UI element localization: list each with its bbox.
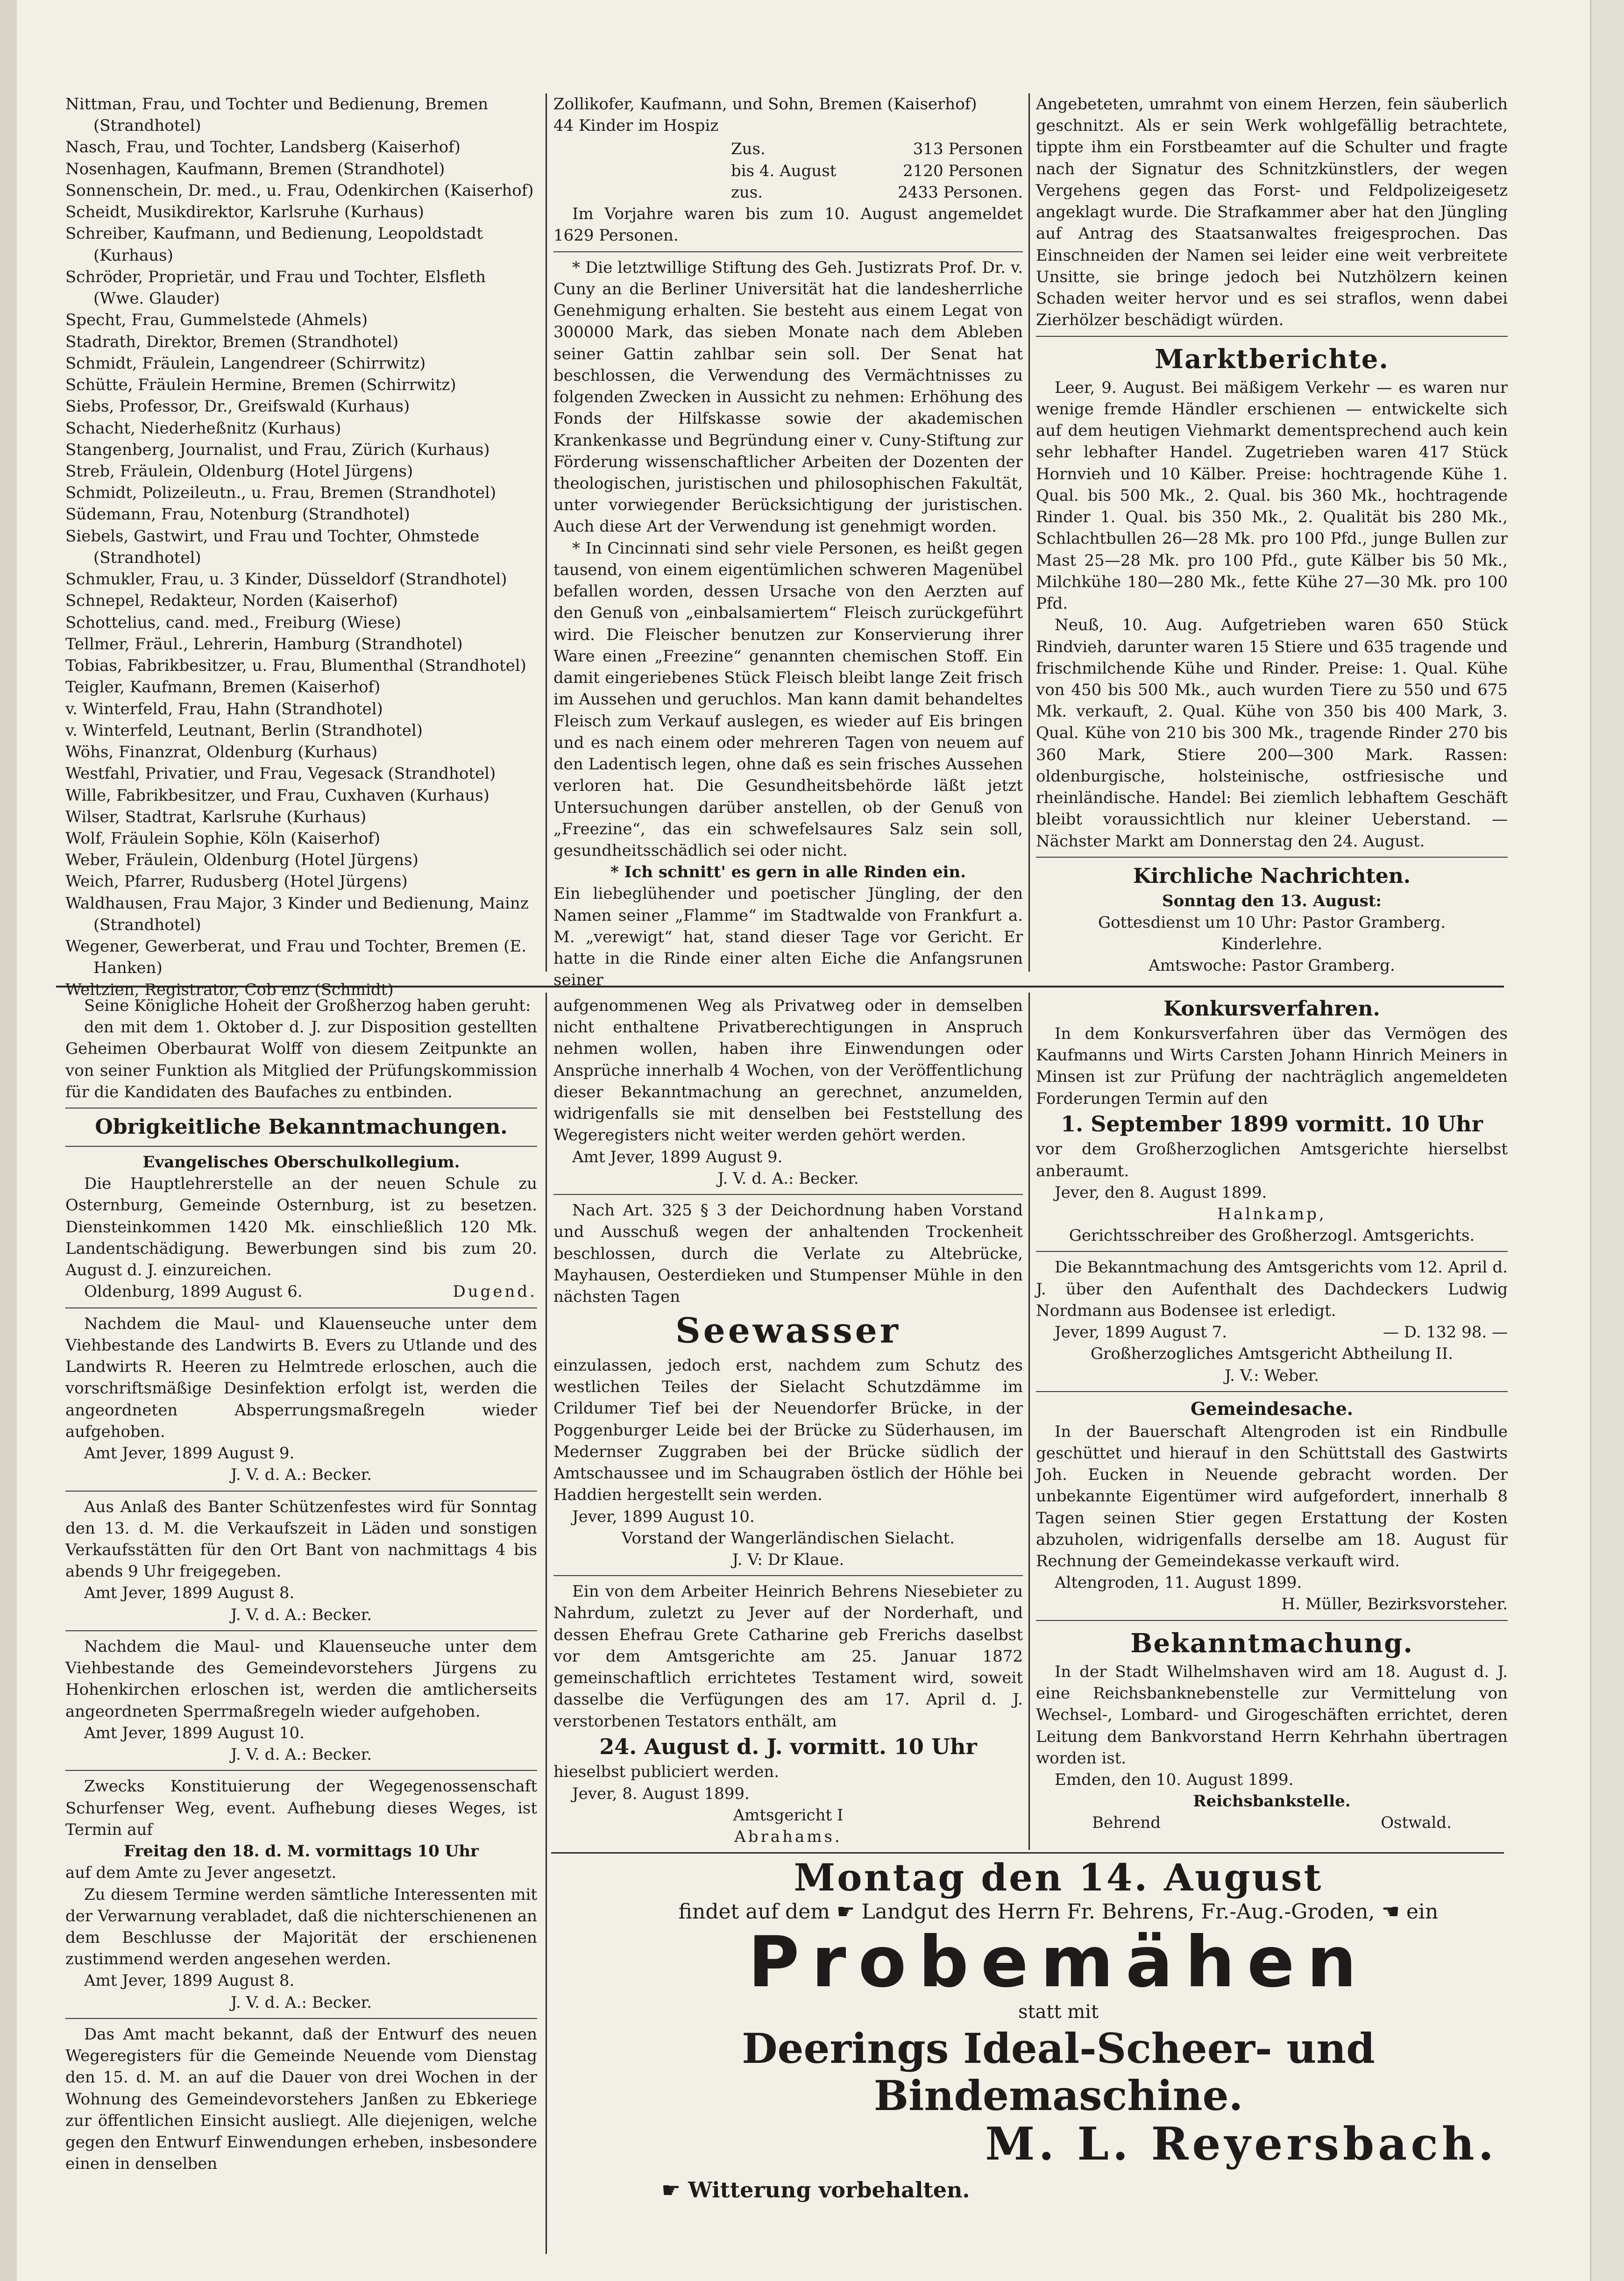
notices-column-3 (1036, 995, 1508, 1850)
guest-entry: Schreiber, Kaufmann, und Bedienung, Leopoldstadt (Kurhaus) (65, 224, 483, 265)
article-cincinnati: * In Cincinnati sind sehr viele Personen, es heißt gegen tausend, von einem eigentümlichen schweren Magenübel befallen worden, dessen Ursache von den Aerzten auf den Genuß von „einbalsamiertem“ Fleisch zurückgeführt wird. Die Fleischer benutzen zur Konservierung ihrer Ware einen „Freezine“ genannten chemischen Stoff. Ein damit eingeriebenes Stück Fleisch bleibt lange Zeit frisch im Aussehen und geruchlos. Man kann damit behandeltes Fleisch zum Verkauf auslegen, es wieder auf Eis bringen und es nach einem oder mehreren Tagen von neuem auf den Ladentisch legen, ohne daß es sein frisches Aussehen verloren hat. Die Gesundheitsbehörde läßt jetzt Untersuchungen darüber anstellen, ob der Genuß von „Freezine“, das ein schwefelsaures Salz sein soll, gesundheitsschädlich sei oder nicht. (553, 539, 1023, 860)
total-value: 313 Personen (913, 140, 1023, 159)
guest-entry: Stadrath, Direktor, Bremen (Strandhotel) (65, 332, 399, 351)
news-column-2 (553, 93, 1023, 990)
court-notice-date-row (1036, 1322, 1508, 1343)
notice-date: Emden, den 10. August 1899. (1055, 1770, 1294, 1789)
prior-year-note: Im Vorjahre waren bis zum 10. August angemeldet 1629 Personen. (553, 205, 1023, 245)
guest-entry: Weber, Fräulein, Oldenburg (Hotel Jürgens) (65, 851, 418, 870)
guest-entry: Weltzien, Registrator, Cob enz (Schmidt) (65, 980, 394, 999)
column-rule (546, 993, 547, 2254)
total-label: Zus. (731, 140, 766, 159)
page-right-margin (1590, 0, 1624, 2281)
divider (553, 251, 1023, 252)
notice-date: Amt Jever, 1899 August 9. (84, 1444, 295, 1463)
road-cooperative-place: auf dem Amte zu Jever angesetzt. (65, 1863, 337, 1883)
road-register-notice: Das Amt macht bekannt, daß der Entwurf des neuen Wegeregisters für die Gemeinde Neuende vom Dienstag den 15. d. M. an auf die Dauer von drei Wochen in der Wohnung des Gemeindevorstehers Janßen zu Ebkeriege zur öffentlichen Einsicht ausliegt. Alle diejenigen, welche gegen den Entwurf Einwendungen erheben, insbesondere einen in denselben (65, 2025, 537, 2174)
notices-column-1 (65, 995, 537, 2256)
guest-list-continued (553, 93, 1023, 136)
guest-entry: Streb, Fräulein, Oldenburg (Hotel Jürgens) (65, 462, 413, 481)
column-rule (1028, 93, 1030, 972)
guest-entry: 44 Kinder im Hospiz (553, 116, 719, 135)
shooting-festival-notice: Aus Anlaß des Banter Schützenfestes wird für Sonntag den 13. d. M. die Verkaufszeit in Läden und sonstigen Verkaufsstätten für den Ort Bant von nachmittags 4 bis abends 9 Uhr freigegeben. (65, 1497, 537, 1581)
guest-entry: Schröder, Proprietär, und Frau und Tochter, Elsfleth (Wwe. Glauder) (65, 267, 486, 308)
guest-list (65, 93, 537, 1001)
court-notice: Die Bekanntmachung des Amtsgerichts vom 12. April d. J. über den Aufenthalt des Dachdeckers Ludwig Nordmann aus Bodensee ist erledigt. (1036, 1258, 1508, 1320)
dike-notice: Nach Art. 325 § 3 der Deichordnung haben Vorstand und Ausschuß wegen der anhaltenden Trockenheit beschlossen, durch die Verlate zu Altebrücke, Mayhausen, Oesterdieken und Stumpenser Mühle in den nächsten Tagen (553, 1201, 1023, 1307)
guest-entry: Scheidt, Musikdirektor, Karlsruhe (Kurhaus) (65, 203, 424, 222)
divider (1036, 336, 1508, 337)
grand-duke-notice: Seine Königliche Hoheit der Großherzog haben geruht: (84, 996, 531, 1015)
notice-signature: Gerichtsschreiber des Großherzogl. Amtsgerichts. (1069, 1226, 1475, 1245)
bankruptcy-notice: In dem Konkursverfahren über das Vermögen des Kaufmanns und Wirts Carsten Johann Hinrich Meiners in Minsen ist zur Prüfung der nachträglich angemeldeten Forderungen Termin auf den (1036, 1024, 1508, 1108)
road-cooperative-notice: Zwecks Konstituierung der Wegegenossenschaft Schurfenser Weg, event. Aufhebung dieses Weges, ist Termin auf (65, 1777, 537, 1839)
church-amtswoche: Amtswoche: Pastor Gramberg. (1149, 956, 1395, 975)
guest-entry: Siebs, Professor, Dr., Greifswald (Kurhaus) (65, 397, 410, 416)
testament-body: hieselbst publiciert werden. (553, 1762, 780, 1782)
article-rinde-part2: Angebeteten, umrahmt von einem Herzen, fein säuberlich geschnitzt. Als er sein Werk wohlgefällig betrachtete, tippte ihm ein Forstbeamter auf die Schulter und fragte nach der Signatur des Schnitzkünstlers, der wegen Vergehens gegen das Forst- und Feldpolizeigesetz angeklagt wurde. Die Strafkammer aber hat den Jüngling auf Antrag des Staatsanwaltes freigesprochen. Das Einschneiden der Namen sei leider eine weit verbreitete Unsitte, sie bringe jedoch bei Nutzhölzern keinen Schaden weiter hervor und es sei straflos, wenn dabei Zierhölzer beschädigt würden. (1036, 95, 1508, 330)
guest-entry: Westfahl, Privatier, und Frau, Vegesack (Strandhotel) (65, 764, 496, 783)
guest-entry: Nosenhagen, Kaufmann, Bremen (Strandhotel) (65, 159, 445, 178)
ad-text: Landgut des Herrn Fr. Behrens, Fr.-Aug.-Groden, (861, 1900, 1375, 1924)
notice-date: Amt Jever, 1899 August 10. (84, 1723, 305, 1742)
guest-entry: Siebels, Gastwirt, und Frau und Tochter, Ohmstede (Strandhotel) (65, 526, 480, 567)
guest-entry: Nittman, Frau, und Tochter und Bedienung, Bremen (Strandhotel) (65, 95, 489, 135)
notice-date: Oldenburg, 1899 August 6. (84, 1282, 303, 1301)
notice-reference: — D. 132 98. — (1383, 1323, 1508, 1342)
article-rinde-title: * Ich schnitt' es gern in alle Rinden ein. (610, 863, 966, 882)
guest-entry: Schnepel, Redakteur, Norden (Kaiserhof) (65, 591, 398, 611)
article-stiftung: * Die letztwillige Stiftung des Geh. Justizrats Prof. Dr. v. Cuny an die Berliner Universität hat die landesherrliche Genehmigung erhalten. Sie besteht aus einem Legat von 300000 Mark, das sieben Monate nach dem Ableben seiner Gattin zahlbar sein soll. Der Senat hat beschlossen, die Verwendung des Vermächtnisses zu folgenden Zwecken in Aussicht zu nehmen: Erhöhung des Fonds der Hilfskasse sowie der akademischen Krankenkasse und Begründung einer v. Cuny-Stiftung zur Förderung wissenschaftlicher Arbeiten der Dozenten der theologischen, juristischen und philosophischen Fakultät, unter vorwiegender Berücksichtigung der juristischen. Auch diese Art der Verwendung ist genehmigt worden. (553, 258, 1023, 536)
pointing-hand-icon: ☚ (1381, 1900, 1400, 1924)
notice-signature: Halnkamp, (1217, 1205, 1326, 1224)
testament-notice: Ein von dem Arbeiter Heinrich Behrens Niesebieter zu Nahrdum, zuletzt zu Jever auf der Norderhaft, und dessen Ehefrau Grete Catharine geb Frerichs daselbst vor dem Amtsgerichte am 25. Januar 1872 gemeinschaftlich errichtetes Testament wird, soweit dasselbe die Verfügungen des am 17. April d. J. verstorbenen Testators enthält, am (553, 1582, 1023, 1731)
ad-machine-name: Deerings Ideal-Scheer- und Bindemaschine. (742, 2024, 1375, 2120)
notice-signature: J. V. d. A.: Becker. (717, 1169, 859, 1188)
pointing-hand-icon: ☛ (661, 2177, 681, 2203)
official-notices-heading: Obrigkeitliche Bekanntmachungen. (95, 1115, 508, 1139)
notice-date: Jever, den 8. August 1899. (1055, 1183, 1267, 1202)
ad-headline: Probemähen (748, 1921, 1369, 2003)
school-board-notice: Die Hauptlehrerstelle an der neuen Schule zu Osternburg, Gemeinde Osternburg, ist zu besetzen. Diensteinkommen 1420 Mk. einschließlich 120 Mk. Landentschädigung. Bewerbungen sind bis zum 20. August d. J. einzureichen. (65, 1174, 537, 1280)
notice-date: Jever, 8. August 1899. (572, 1784, 750, 1803)
total-row (731, 138, 1023, 160)
notice-date: Jever, 1899 August 10. (572, 1507, 755, 1526)
guest-entry: Wolf, Fräulein Sophie, Köln (Kaiserhof) (65, 829, 380, 848)
notice-signature: J. V.: Weber. (1225, 1366, 1319, 1385)
notice-signature: H. Müller, Bezirksvorsteher. (1281, 1595, 1508, 1614)
total-row (731, 160, 1023, 182)
pointing-hand-icon: ☛ (836, 1900, 855, 1924)
school-board-title: Evangelisches Oberschulkollegium. (142, 1153, 460, 1172)
disease-notice-1: Nachdem die Maul- und Klauenseuche unter dem Viehbestande des Landwirts B. Evers zu Utlande und des Landwirts R. Heeren zu Helmtrede erloschen, auch die vorschriftsmäßige Desinfektion erfolgt ist, werden die angeordneten Absperrungsmaßregeln wieder aufgehoben. (65, 1314, 537, 1441)
news-column-3 (1036, 93, 1508, 976)
notice-date: Amt Jever, 1899 August 8. (84, 1584, 295, 1603)
guest-entry: Sonnenschein, Dr. med., u. Frau, Odenkirchen (Kaiserhof) (65, 181, 534, 200)
road-register-notice-cont: aufgenommenen Weg als Privatweg oder in demselben nicht enthaltene Privatberechtigungen in Anspruch nehmen wollen, haben ihre Einwendungen oder Ansprüche innerhalb 4 Wochen, von der Veröffentlichung dieser Bekanntmachung an gerechnet, anzumelden, widrigenfalls sie mit denselben bei Feststellung des Wegeregisters nicht weiter werden gehört werden. (553, 996, 1023, 1145)
divider (553, 1194, 1023, 1195)
guest-entry: Nasch, Frau, und Tochter, Landsberg (Kaiserhof) (65, 138, 461, 157)
total-value: 2433 Personen. (898, 183, 1023, 202)
church-news-heading: Kirchliche Nachrichten. (1133, 864, 1411, 888)
probemaehen-advertisement (554, 1855, 1563, 2203)
school-board-signature (65, 1281, 537, 1302)
notice-signature: J. V. d. A.: Becker. (230, 1745, 372, 1764)
guest-entry: Schacht, Niederheßnitz (Kurhaus) (65, 419, 341, 438)
ad-seller: M. L. Reyersbach. (985, 2118, 1497, 2171)
road-cooperative-date: Freitag den 18. d. M. vormittags 10 Uhr (124, 1842, 479, 1861)
guest-entry: Waldhausen, Frau Major, 3 Kinder und Bedienung, Mainz (Strandhotel) (65, 894, 529, 934)
notice-signature: Großherzogliches Amtsgericht Abtheilung II. (1090, 1344, 1454, 1364)
notice-signature: J. V. d. A.: Becker. (230, 1465, 372, 1485)
bankruptcy-date: 1. September 1899 vormitt. 10 Uhr (1061, 1111, 1483, 1137)
notice-date: Altengroden, 11. August 1899. (1055, 1573, 1302, 1592)
divider (65, 1146, 537, 1147)
reichsbank-notice: In der Stadt Wilhelmshaven wird am 18. August d. J. eine Reichsbanknebenstelle zur Vermittelung von Wechsel-, Lombard- und Girogeschäften errichtet, deren Leitung dem Bankvorstand Herrn Kehrhahn übertragen worden ist. (1036, 1662, 1508, 1768)
seewasser-heading: Seewasser (675, 1311, 901, 1351)
notice-date: Amt Jever, 1899 August 9. (572, 1147, 783, 1166)
market-reports-heading: Marktberichte. (1155, 343, 1389, 375)
divider (65, 1108, 537, 1109)
guest-list-column-1 (65, 93, 537, 999)
ad-footer (554, 2175, 1563, 2205)
divider (553, 1575, 1023, 1576)
ad-date: Montag den 14. August (794, 1855, 1323, 1899)
testament-date: 24. August d. J. vormitt. 10 Uhr (599, 1734, 977, 1759)
guest-entry: Stangenberg, Journalist, und Frau, Zürich (Kurhaus) (65, 440, 490, 459)
guest-entry: Zollikofer, Kaufmann, und Sohn, Bremen (Kaiserhof) (553, 95, 977, 114)
total-value: 2120 Personen (903, 161, 1023, 180)
guest-entry: Wille, Fabrikbesitzer, und Frau, Cuxhaven (Kurhaus) (65, 786, 489, 805)
guest-entry: Wöhs, Finanzrat, Oldenburg (Kurhaus) (65, 743, 378, 762)
ad-rule (551, 1852, 1504, 1854)
guest-entry: v. Winterfeld, Leutnant, Berlin (Strandhotel) (65, 721, 423, 740)
notice-signature: Ostwald. (1381, 1813, 1452, 1833)
announcement-heading: Bekanntmachung. (1130, 1627, 1413, 1659)
notice-signature: Dugend. (453, 1282, 537, 1301)
reichsbank-office: Reichsbankstelle. (1193, 1792, 1351, 1811)
ad-text: ein (1406, 1900, 1439, 1924)
guest-entry: Schottelius, cand. med., Freiburg (Wiese) (65, 613, 401, 632)
church-service: Gottesdienst um 10 Uhr: Pastor Gramberg. (1098, 913, 1446, 932)
divider (1036, 857, 1508, 858)
guest-totals (553, 138, 1023, 203)
notice-signature: Behrend (1092, 1813, 1161, 1833)
community-notice: In der Bauerschaft Altengroden ist ein Rindbulle geschüttet und hierauf in den Schüttstall des Gastwirts Joh. Eucken in Neuende gebracht worden. Der unbekannte Eigentümer wird aufgefordert, innerhalb 8 Tagen seinen Stier gegen Erstattung der Kosten abzuholen, widrigenfalls derselbe am 18. August für Rechnung der Gemeindekasse verkauft wird. (1036, 1422, 1508, 1570)
guest-entry: Wegener, Gewerberat, und Frau und Tochter, Bremen (E. Hanken) (65, 937, 527, 978)
notice-signature: Vorstand der Wangerländischen Sielacht. (622, 1528, 955, 1548)
guest-entry: Schmidt, Polizeileutn., u. Frau, Bremen (Strandhotel) (65, 483, 496, 503)
road-cooperative-body: Zu diesem Termine werden sämtliche Interessenten mit der Verwarnung verabladet, daß die nichterschienenen an dem Beschlusse der Majorität der erschienenen zustimmend werden angesehen werden. (65, 1885, 537, 1969)
guest-entry: Wilser, Stadtrat, Karlsruhe (Kurhaus) (65, 807, 367, 826)
notices-column-2 (553, 995, 1023, 1850)
disease-notice-2: Nachdem die Maul- und Klauenseuche unter dem Viehbestande des Gemeindevorstehers Jürgens zu Hohenkirchen erloschen ist, werden die amtlicherseits angeordneten Sperrmaßregeln wieder aufgehoben. (65, 1637, 537, 1721)
notice-signature: J. V. d. A.: Becker. (230, 1993, 372, 2012)
guest-entry: Schmidt, Fräulein, Langendreer (Schirrwitz) (65, 354, 426, 373)
notice-signature: Amtsgericht I (733, 1805, 844, 1825)
total-label: zus. (731, 183, 763, 202)
column-rule (546, 93, 547, 972)
guest-entry: v. Winterfeld, Frau, Hahn (Strandhotel) (65, 699, 383, 718)
divider (65, 1491, 537, 1492)
dike-notice-body: einzulassen, jedoch erst, nachdem zum Schutz des westlichen Teiles der Sielacht Schutzdämme im Crildumer Tief bei der Neuendorfer Brücke, in der Poggenburger Leide bei der Brücke zu Süderhausen, im Medernser Zuggraben bei der Brücke südlich der Amtschaussee und im Schaugraben östlich der Höhle bei Haddien hergestellt sein werden. (553, 1356, 1023, 1505)
divider (65, 1630, 537, 1631)
total-label: bis 4. August (731, 161, 837, 180)
divider (65, 1307, 537, 1308)
guest-entry: Tobias, Fabrikbesitzer, u. Frau, Blumenthal (Strandhotel) (65, 656, 526, 675)
guest-entry: Teigler, Kaufmann, Bremen (Kaiserhof) (65, 678, 381, 697)
notice-signature: J. V. d. A.: Becker. (230, 1605, 372, 1624)
market-report-leer: Leer, 9. August. Bei mäßigem Verkehr — es waren nur wenige fremde Händler erschienen — entwickelte sich auf dem heutigen Viehmarkt dementsprechend auch kein sehr lebhafter Handel. Zugetrieben waren 417 Stück Hornvieh und 10 Kälber. Preise: hochtragende Kühe 1. Qual. bis 500 Mk., 2. Qual. bis 360 Mk., hochtragende Rinder 1. Qual. bis 350 Mk., 2. Qualität bis 280 Mk., Schlachtbullen 26—28 Mk. pro 100 Pfd., junge Bullen zur Mast 25—28 Mk. pro 100 Pfd., gute Kälber bis 50 Mk., Milchkühe 180—280 Mk., fette Kühe 27—30 Mk. pro 100 Pfd. (1036, 378, 1508, 613)
guest-entry: Schütte, Fräulein Hermine, Bremen (Schirrwitz) (65, 376, 456, 395)
reichsbank-signatures (1036, 1812, 1508, 1833)
guest-entry: Weich, Pfarrer, Rudusberg (Hotel Jürgens) (65, 872, 408, 891)
divider (65, 2018, 537, 2019)
bankruptcy-body: vor dem Großherzoglichen Amtsgerichte hierselbst anberaumt. (1036, 1140, 1508, 1180)
community-heading: Gemeindesache. (1190, 1398, 1353, 1419)
divider (65, 1770, 537, 1771)
divider (1036, 1251, 1508, 1252)
notice-signature: Abrahams. (734, 1827, 842, 1847)
notice-date: Amt Jever, 1899 August 8. (84, 1971, 295, 1990)
guest-entry: Tellmer, Fräul., Lehrerin, Hamburg (Strandhotel) (65, 634, 463, 654)
grand-duke-notice-body: den mit dem 1. Oktober d. J. zur Disposition gestellten Geheimen Oberbaurat Wolff von diesem Zeitpunkte an von seiner Funktion als Mitglied der Prüfungskommission für die Kandidaten des Baufaches zu entbinden. (65, 1018, 537, 1101)
notice-signature: J. V: Dr Klaue. (732, 1550, 844, 1570)
church-kinderlehre: Kinderlehre. (1221, 935, 1323, 954)
ad-weather-note: Witterung vorbehalten. (688, 2177, 970, 2203)
article-rinde-part1: Ein liebeglühender und poetischer Jüngling, der den Namen seiner „Flamme“ im Stadtwalde von Frankfurt a. M. „verewigt“ hat, stand dieser Tage vor Gericht. Er hatte in die Rinde einer alten Eiche die Anfangsrunen seiner (553, 884, 1023, 990)
divider (1036, 1620, 1508, 1621)
divider (1036, 1391, 1508, 1392)
total-row (731, 182, 1023, 203)
ad-subline: statt mit (1018, 2001, 1099, 2023)
market-report-neuss: Neuß, 10. Aug. Aufgetrieben waren 650 Stück Rindvieh, darunter waren 15 Stiere und 635 tragende und frischmilchende Kühe und Rinder. Preise: 1. Qual. Kühe von 450 bis 500 Mk., auch wurden Tiere zu 550 und 675 Mk. verkauft, 2. Qual. Kühe von 350 bis 400 Mark, 3. Qual. Kühe von 210 bis 300 Mk., tragende Rinder 270 bis 360 Mark, Stiere 200—300 Mark. Rassen: oldenburgische, holsteinische, ostfriesische und rheinländische. Handel: Bei ziemlich lebhaftem Geschäft bleibt voraussichtlich nur kleiner Ueberstand. — Nächster Markt am Donnerstag den 24. August. (1036, 616, 1508, 851)
notice-date: Jever, 1899 August 7. (1055, 1323, 1227, 1342)
bankruptcy-heading: Konkursverfahren. (1163, 997, 1380, 1021)
page-left-margin (0, 0, 17, 2281)
guest-entry: Südemann, Frau, Notenburg (Strandhotel) (65, 505, 410, 524)
ad-text: findet auf dem (678, 1900, 830, 1924)
column-rule (1028, 993, 1030, 1850)
guest-entry: Schmukler, Frau, u. 3 Kinder, Düsseldorf (Strandhotel) (65, 570, 507, 589)
church-sunday: Sonntag den 13. August: (1162, 891, 1382, 910)
guest-entry: Specht, Frau, Gummelstede (Ahmels) (65, 311, 368, 330)
